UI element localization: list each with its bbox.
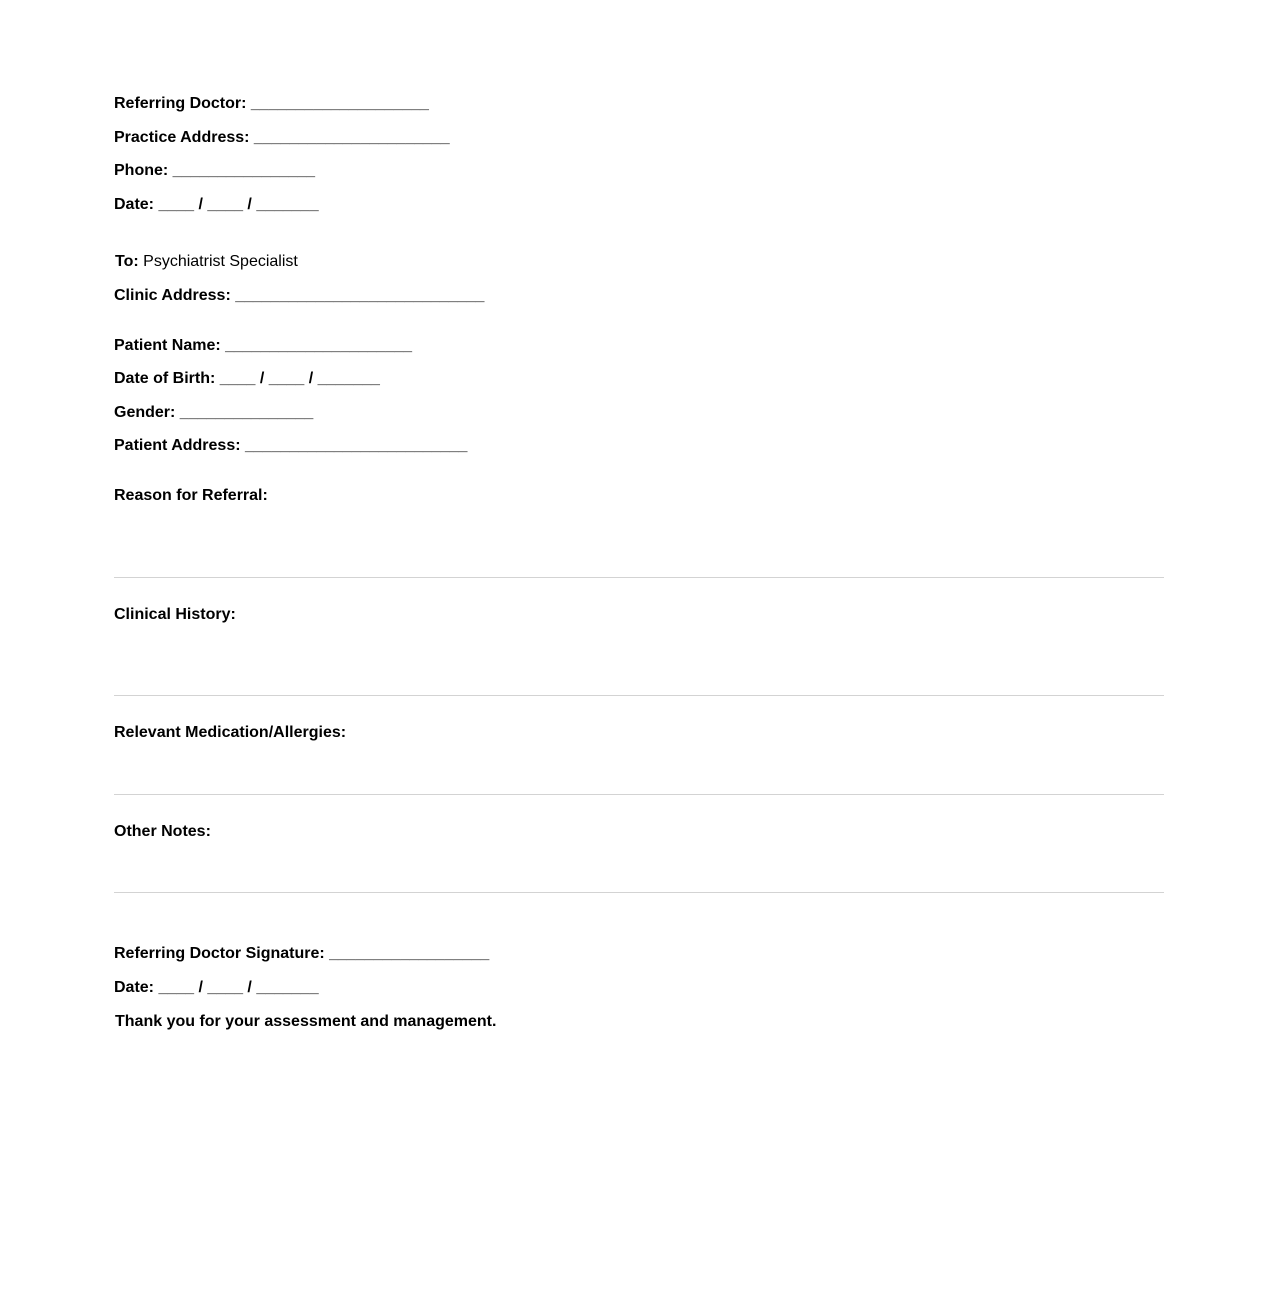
history-divider	[114, 695, 1164, 696]
to-label: To:	[115, 253, 139, 270]
other-notes-heading: Other Notes:	[114, 823, 211, 840]
signature-field: Referring Doctor Signature: __________________	[114, 945, 490, 962]
phone-field: Phone: ________________	[114, 162, 316, 179]
referral-form	[114, 0, 1164, 1300]
medication-divider	[114, 794, 1164, 795]
patient-name-field: Patient Name: _____________________	[114, 337, 413, 354]
recipient-line	[115, 252, 298, 272]
clinical-history-heading: Clinical History:	[114, 606, 236, 623]
medication-allergies-heading: Relevant Medication/Allergies:	[114, 724, 347, 741]
referral-date-field: Date: ____ / ____ / _______	[114, 196, 319, 213]
practice-address-field: Practice Address: ______________________	[114, 129, 450, 146]
signature-date-field: Date: ____ / ____ / _______	[114, 979, 319, 996]
to-value: Psychiatrist Specialist	[143, 253, 298, 270]
thank-you-note: Thank you for your assessment and management.	[115, 1013, 497, 1030]
patient-address-field: Patient Address: _________________________	[114, 437, 468, 454]
reason-divider	[114, 577, 1164, 578]
referring-doctor-field: Referring Doctor: ____________________	[114, 95, 429, 112]
reason-for-referral-heading: Reason for Referral:	[114, 487, 268, 504]
date-of-birth-field: Date of Birth: ____ / ____ / _______	[114, 370, 380, 387]
gender-field: Gender: _______________	[114, 404, 314, 421]
clinic-address-field: Clinic Address: ____________________________	[114, 287, 485, 304]
notes-divider	[114, 892, 1164, 893]
